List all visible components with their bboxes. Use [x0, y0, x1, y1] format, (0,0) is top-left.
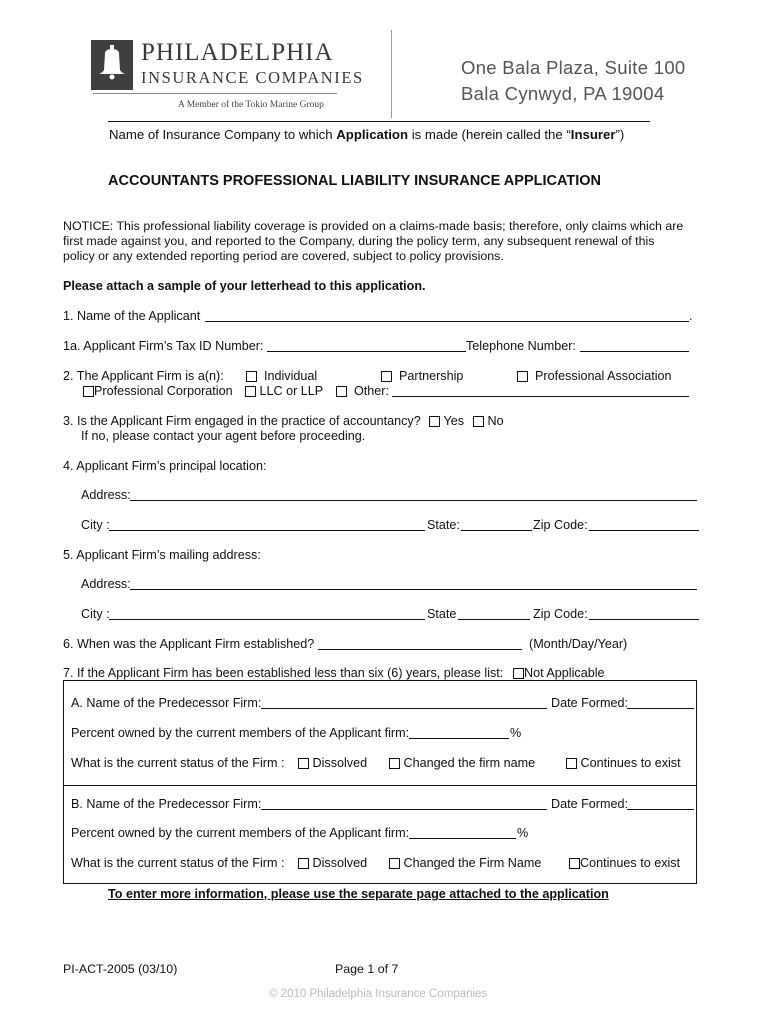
principal-city-field[interactable] [109, 530, 425, 531]
address-line1: One Bala Plaza, Suite 100 [461, 57, 686, 78]
q2-label: 2. The Applicant Firm is a(n): [63, 369, 224, 383]
mailing-address-field[interactable] [130, 589, 697, 590]
q5-state-label: State [427, 607, 457, 621]
pred-b-dissolved-checkbox[interactable] [298, 858, 309, 869]
partnership-option[interactable] [381, 369, 463, 383]
bell-logo-icon [91, 40, 133, 90]
predecessor-box [63, 680, 697, 884]
notice-line3: policy or any extended reporting period are covered, subject to policy provisions. [63, 249, 504, 263]
brand-subtitle: INSURANCE COMPANIES [141, 68, 364, 87]
pred-a-date-field[interactable] [627, 708, 694, 709]
pred-b-name-field[interactable] [261, 809, 547, 810]
pred-b-changed-option[interactable] [389, 856, 541, 870]
q6-format: (Month/Day/Year) [529, 637, 628, 651]
insurer-caption: Name of Insurance Company to which Application is made (herein called the “Insurer”) [109, 127, 625, 142]
pred-a-date-label: Date Formed: [551, 696, 628, 710]
pred-b-dissolved-label: Dissolved [312, 856, 368, 870]
mailing-state-field[interactable] [458, 619, 530, 620]
brand-name: PHILADELPHIA [141, 39, 334, 66]
pred-b-continues-option[interactable] [569, 856, 680, 870]
pred-b-dissolved-option[interactable] [298, 856, 367, 870]
pred-b-name-label: B. Name of the Predecessor Firm: [71, 797, 262, 811]
other-field[interactable] [392, 396, 689, 397]
pred-a-name-field[interactable] [261, 708, 547, 709]
pred-a-percent-label: Percent owned by the current members of the Applicant firm: [71, 726, 410, 740]
mailing-zip-field[interactable] [589, 619, 699, 620]
principal-address-field[interactable] [130, 500, 697, 501]
brand-rule [93, 93, 337, 94]
prof-corp-checkbox[interactable] [83, 386, 94, 397]
q3-label: 3. Is the Applicant Firm engaged in the practice of accountancy? [63, 414, 421, 428]
mailing-city-field[interactable] [109, 619, 425, 620]
q1a-label: 1a. Applicant Firm’s Tax ID Number: [63, 339, 264, 353]
pred-a-percent-field[interactable] [409, 738, 509, 739]
pred-b-changed-checkbox[interactable] [389, 858, 400, 869]
prof-corp-label: Professional Corporation [94, 384, 233, 398]
pred-b-continues-checkbox[interactable] [569, 858, 580, 869]
pred-b-status-label: What is the current status of the Firm : [71, 856, 285, 870]
q1-period: . [689, 309, 693, 323]
yes-checkbox[interactable] [429, 416, 440, 427]
q4-address-label: Address: [81, 488, 131, 502]
prof-assoc-checkbox[interactable] [517, 371, 528, 382]
prof-assoc-option[interactable] [517, 369, 672, 383]
not-applicable-label: Not Applicable [524, 666, 605, 680]
q7-label: 7. If the Applicant Firm has been established less than six (6) years, please list: [63, 666, 504, 680]
individual-option[interactable] [246, 369, 317, 383]
address-line2: Bala Cynwyd, PA 19004 [461, 83, 665, 104]
pred-b-percent-field[interactable] [409, 838, 516, 839]
form-id: PI-ACT-2005 (03/10) [63, 962, 178, 976]
pred-a-continues-option[interactable] [566, 756, 681, 770]
notice-line2: first made against you, and reported to the Company, during the policy term, any subsequent renewal of this [63, 234, 655, 248]
form-title: ACCOUNTANTS PROFESSIONAL LIABILITY INSURANCE APPLICATION [108, 173, 602, 189]
yes-option[interactable] [429, 414, 464, 428]
q3-note: If no, please contact your agent before proceeding. [81, 429, 366, 443]
pred-a-status-label: What is the current status of the Firm : [71, 756, 285, 770]
more-info-note: To enter more information, please use the separate page attached to the application [108, 887, 609, 901]
notice-line1: NOTICE: This professional liability coverage is provided on a claims-made basis; therefore, only claims which are [63, 219, 684, 233]
q4-state-label: State: [427, 518, 460, 532]
telephone-label: Telephone Number: [466, 339, 576, 353]
individual-checkbox[interactable] [246, 371, 257, 382]
other-option[interactable] [336, 384, 389, 398]
tax-id-field[interactable] [267, 351, 466, 352]
telephone-field[interactable] [580, 351, 689, 352]
not-applicable-checkbox[interactable] [513, 668, 524, 679]
not-applicable-option[interactable] [513, 666, 605, 680]
letterhead-note: Please attach a sample of your letterhead to this application. [63, 279, 426, 293]
no-option[interactable] [473, 414, 504, 428]
q1-label: 1. Name of the Applicant [63, 309, 201, 323]
q5-label: 5. Applicant Firm’s mailing address: [63, 548, 261, 562]
pred-a-continues-checkbox[interactable] [566, 758, 577, 769]
pred-b-pct-sign: % [517, 826, 529, 840]
insurer-name-field[interactable] [108, 121, 650, 122]
q4-label: 4. Applicant Firm’s principal location: [63, 459, 267, 473]
pred-b-changed-label: Changed the Firm Name [403, 856, 542, 870]
partnership-checkbox[interactable] [381, 371, 392, 382]
partnership-label: Partnership [399, 369, 464, 383]
pred-b-date-label: Date Formed: [551, 797, 628, 811]
brand-member: A Member of the Tokio Marine Group [178, 100, 324, 110]
llc-label: LLC or LLP [259, 384, 324, 398]
q4-city-label: City : [81, 518, 110, 532]
no-checkbox[interactable] [473, 416, 484, 427]
pred-a-changed-checkbox[interactable] [389, 758, 400, 769]
pred-a-changed-option[interactable] [389, 756, 535, 770]
header-divider [391, 30, 392, 118]
applicant-name-field[interactable] [205, 321, 689, 322]
pred-a-name-label: A. Name of the Predecessor Firm: [71, 696, 262, 710]
pred-a-pct-sign: % [510, 726, 522, 740]
q4-zip-label: Zip Code: [533, 518, 588, 532]
pred-a-dissolved-label: Dissolved [312, 756, 368, 770]
individual-label: Individual [264, 369, 318, 383]
prof-assoc-label: Professional Association [535, 369, 672, 383]
llc-checkbox[interactable] [245, 386, 256, 397]
yes-label: Yes [443, 414, 465, 428]
llc-option[interactable] [245, 384, 323, 398]
q6-label: 6. When was the Applicant Firm established? [63, 637, 315, 651]
other-label: Other: [354, 384, 389, 398]
established-date-field[interactable] [318, 649, 522, 650]
pred-b-continues-label: Continues to exist [580, 856, 681, 870]
q5-zip-label: Zip Code: [533, 607, 588, 621]
pred-a-dissolved-option[interactable] [298, 756, 367, 770]
pred-a-changed-label: Changed the firm name [403, 756, 536, 770]
q5-city-label: City : [81, 607, 110, 621]
predecessor-divider [63, 785, 697, 786]
pred-b-percent-label: Percent owned by the current members of the Applicant firm: [71, 826, 410, 840]
q5-address-label: Address: [81, 577, 131, 591]
copyright: © 2010 Philadelphia Insurance Companies [269, 988, 488, 1000]
pred-a-dissolved-checkbox[interactable] [298, 758, 309, 769]
principal-zip-field[interactable] [589, 530, 699, 531]
pred-b-date-field[interactable] [627, 809, 694, 810]
prof-corp-option[interactable] [83, 384, 233, 398]
no-label: No [487, 414, 504, 428]
other-checkbox[interactable] [336, 386, 347, 397]
principal-state-field[interactable] [461, 530, 532, 531]
page-number: Page 1 of 7 [335, 962, 399, 976]
pred-a-continues-label: Continues to exist [580, 756, 681, 770]
